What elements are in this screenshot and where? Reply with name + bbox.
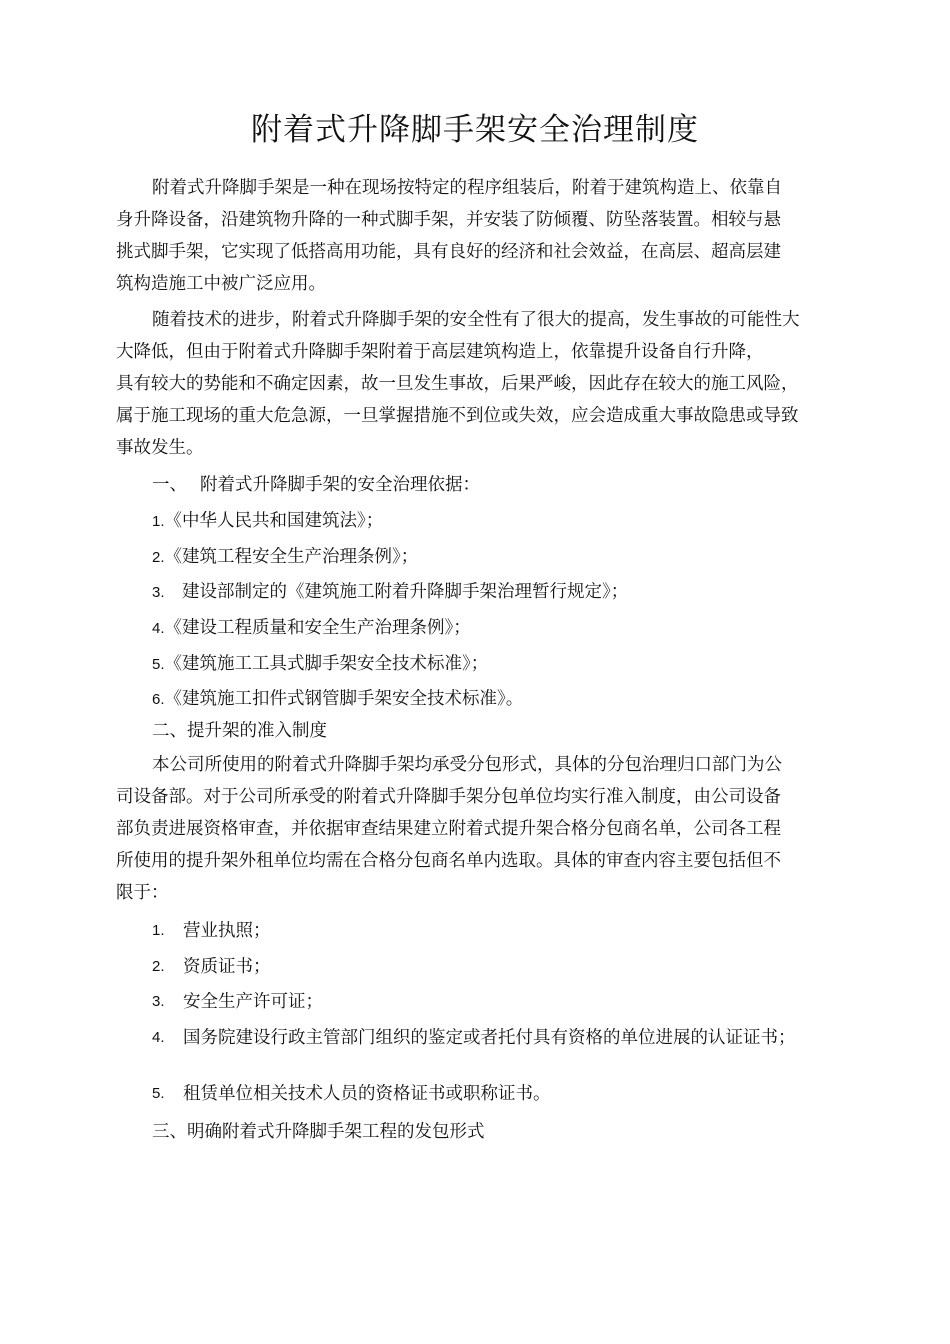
requirement-text: 营业执照；	[183, 921, 271, 941]
law-text: 《建筑施工工具式脚手架安全技术标准》；	[164, 654, 489, 674]
paragraph-line: 部负责进展资格审查，并依据审查结果建立附着式提升架合格分包商名单，公司各工程	[116, 819, 781, 839]
requirement-item	[152, 1026, 823, 1050]
law-item	[152, 578, 628, 607]
paragraph-line: 属于施工现场的重大危急源，一旦掌握措施不到位或失效，应会造成重大事故隐患或导致	[116, 406, 799, 426]
paragraph-line: 事故发生。	[116, 438, 204, 458]
document-title: 附着式升降脚手架安全治理制度	[251, 112, 699, 148]
section-1-title: 附着式升降脚手架的安全治理依据：	[200, 475, 480, 495]
requirement-item	[152, 955, 823, 979]
intro-paragraph-2	[116, 304, 844, 464]
requirement-text: 国务院建设行政主管部门组织的鉴定或者托付具有资格的单位进展的认证证书；	[183, 1028, 796, 1048]
section-1-number: 一、	[152, 475, 187, 495]
paragraph-line: 附着式升降脚手架是一种在现场按特定的程序组装后，附着于建筑构造上、依靠自	[152, 178, 782, 198]
law-text: 《建筑施工扣件式钢管脚手架安全技术标准》。	[164, 689, 524, 709]
law-number: 6.	[152, 691, 165, 708]
requirement-text: 租赁单位相关技术人员的资格证书或职称证书。	[183, 1084, 551, 1104]
requirement-number: 4.	[152, 1029, 165, 1046]
section-2-paragraph	[116, 749, 844, 909]
law-item	[152, 614, 471, 643]
requirement-number: 3.	[152, 993, 165, 1010]
paragraph-line: 随着技术的进步，附着式升降脚手架的安全性有了很大的提高，发生事故的可能性大	[152, 310, 800, 330]
law-number: 2.	[152, 549, 165, 566]
intro-paragraph-1	[116, 172, 844, 300]
section-2-heading: 二、提升架的准入制度	[152, 721, 327, 741]
requirement-text: 安全生产许可证；	[183, 992, 323, 1012]
law-number: 4.	[152, 620, 165, 637]
paragraph-line: 本公司所使用的附着式升降脚手架均承受分包形式，具体的分包治理归口部门为公	[152, 755, 782, 775]
section-3-heading: 三、明确附着式升降脚手架工程的发包形式	[152, 1122, 485, 1142]
paragraph-line: 大降低，但由于附着式升降脚手架附着于高层建筑构造上，依靠提升设备自行升降，	[116, 342, 764, 362]
law-number: 5.	[152, 656, 165, 673]
law-text: 建设部制定的《建筑施工附着升降脚手架治理暂行规定》；	[182, 582, 629, 602]
paragraph-line: 所使用的提升架外租单位均需在合格分包商名单内选取。具体的审查内容主要包括但不	[116, 851, 781, 871]
section-1-heading	[152, 470, 480, 500]
requirement-item	[152, 1082, 823, 1106]
requirement-number: 2.	[152, 958, 165, 975]
law-item	[152, 685, 523, 714]
law-number: 1.	[152, 513, 165, 530]
law-text: 《建设工程质量和安全生产治理条例》；	[164, 618, 471, 638]
requirement-text: 资质证书；	[183, 957, 271, 977]
paragraph-line: 筑构造施工中被广泛应用。	[116, 274, 326, 294]
paragraph-line: 具有较大的势能和不确定因素，故一旦发生事故，后果严峻，因此存在较大的施工风险，	[116, 374, 799, 394]
law-text: 《中华人民共和国建筑法》；	[164, 511, 384, 531]
requirement-number: 5.	[152, 1085, 165, 1102]
law-text: 《建筑工程安全生产治理条例》；	[164, 547, 419, 567]
requirement-item	[152, 919, 823, 943]
requirement-number: 1.	[152, 922, 165, 939]
law-number: 3.	[152, 584, 165, 601]
law-item	[152, 543, 418, 572]
paragraph-line: 限于：	[116, 883, 169, 903]
paragraph-line: 挑式脚手架，它实现了低搭高用功能，具有良好的经济和社会效益，在高层、超高层建	[116, 242, 781, 262]
paragraph-line: 身升降设备，沿建筑物升降的一种式脚手架，并安装了防倾覆、防坠落装置。相较与悬	[116, 210, 781, 230]
law-item	[152, 507, 383, 536]
paragraph-line: 司设备部。对于公司所承受的附着式升降脚手架分包单位均实行准入制度，由公司设备	[116, 787, 781, 807]
requirement-item	[152, 990, 823, 1014]
law-item	[152, 650, 488, 679]
